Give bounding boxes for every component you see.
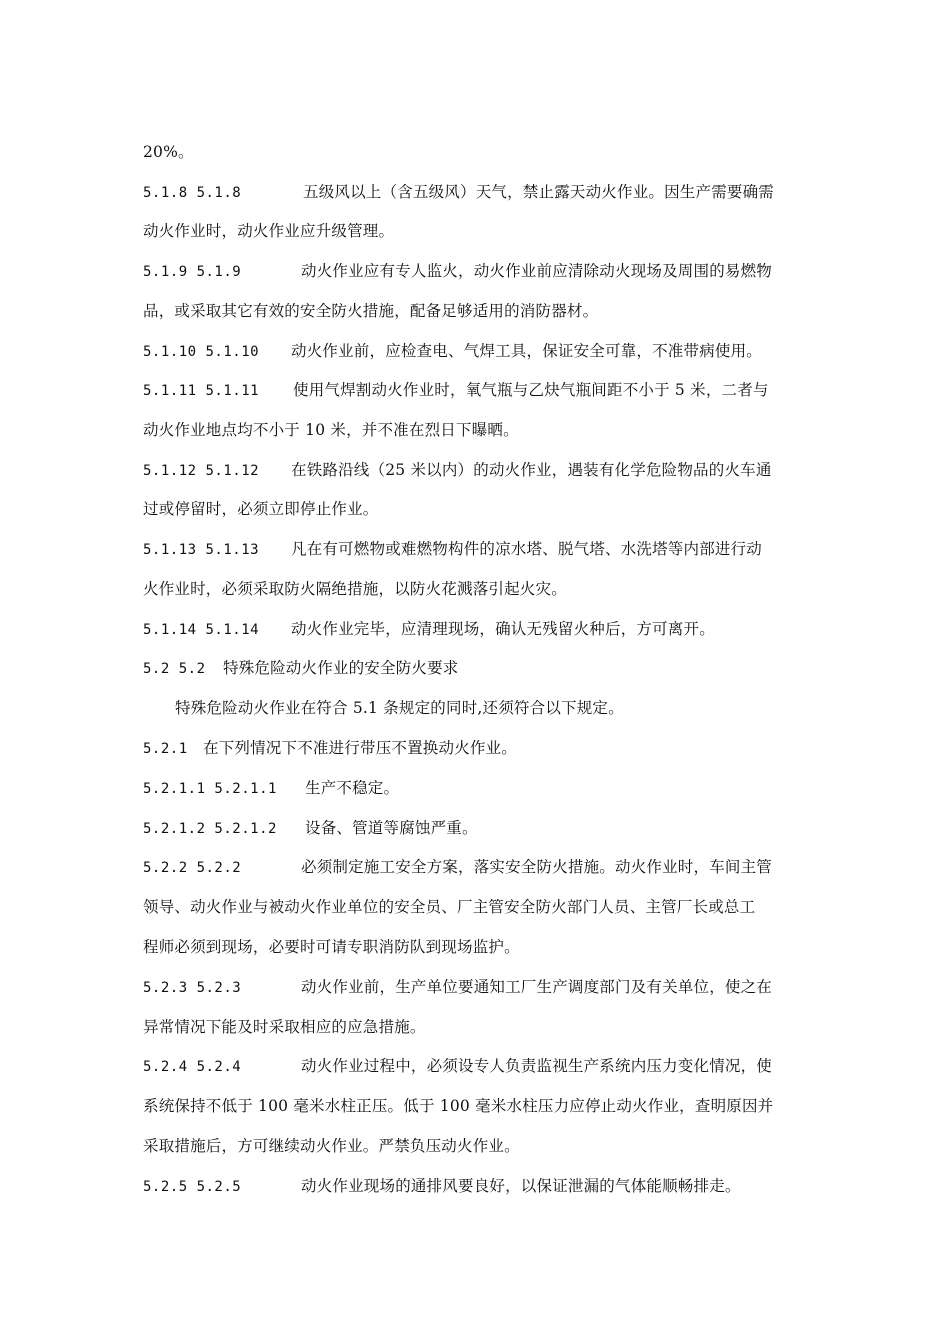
text-line: 异常情况下能及时采取相应的应急措施。 [143,1018,426,1036]
clause-number: 5.2.1 [143,741,188,757]
text-line: 系统保持不低于 100 毫米水柱正压。低于 100 毫米水柱压力应停止动火作业，查明原因并 [143,1097,774,1115]
clause-text: 在下列情况下不准进行带压不置换动火作业。 [203,739,518,757]
clause-5-2-1-2 [143,818,813,839]
clause-5-1-8 [143,182,813,203]
clause-5-1-9 [143,261,813,282]
clause-number: 5.1.9 5.1.9 [143,264,242,280]
clause-number: 5.2.4 5.2.4 [143,1059,242,1075]
clause-text: 凡在有可燃物或难燃物构件的凉水塔、脱气塔、水洗塔等内部进行动 [291,540,763,558]
clause-number: 5.2.2 5.2.2 [143,860,242,876]
clause-text: 动火作业前，生产单位要通知工厂生产调度部门及有关单位，使之在 [301,978,773,996]
text-line: 火作业时，必须采取防火隔绝措施，以防火花溅落引起火灾。 [143,580,567,598]
clause-text: 动火作业完毕，应清理现场，确认无残留火种后，方可离开。 [291,620,715,638]
clause-5-1-13 [143,539,813,560]
clause-text: 动火作业过程中，必须设专人负责监视生产系统内压力变化情况，使 [301,1057,773,1075]
clause-number: 5.1.14 5.1.14 [143,622,260,638]
clause-5-1-10 [143,341,813,362]
clause-text: 动火作业前，应检查电、气焊工具，保证安全可靠，不准带病使用。 [291,342,763,360]
clause-5-2-1-1 [143,778,813,799]
clause-number: 5.1.11 5.1.11 [143,383,260,399]
text-line: 程师必须到现场，必要时可请专职消防队到现场监护。 [143,938,520,956]
clause-text: 设备、管道等腐蚀严重。 [305,819,478,837]
clause-5-1-11 [143,380,813,401]
clause-text: 使用气焊割动火作业时，氧气瓶与乙炔气瓶间距不小于 5 米，二者与 [293,381,769,399]
clause-text: 五级风以上（含五级风）天气，禁止露天动火作业。因生产需要确需 [303,183,775,201]
text-line: 领导、动火作业与被动火作业单位的安全员、厂主管安全防火部门人员、主管厂长或总工 [143,898,756,916]
clause-number: 5.1.12 5.1.12 [143,463,260,479]
intro-paragraph: 特殊危险动火作业在符合 5.1 条规定的同时,还须符合以下规定。 [175,699,624,717]
clause-number: 5.2.1.2 5.2.1.2 [143,821,277,837]
clause-5-2-4 [143,1056,813,1077]
clause-5-1-12 [143,460,813,481]
clause-text: 动火作业现场的通排风要良好，以保证泄漏的气体能顺畅排走。 [301,1177,741,1195]
section-heading-5-2 [143,658,813,679]
text-line: 品，或采取其它有效的安全防火措施，配备足够适用的消防器材。 [143,302,599,320]
clause-text: 在铁路沿线（25 米以内）的动火作业，遇装有化学危险物品的火车通 [291,461,772,479]
text-line: 过或停留时，必须立即停止作业。 [143,500,379,518]
clause-text: 必须制定施工安全方案，落实安全防火措施。动火作业时，车间主管 [301,858,773,876]
clause-5-2-2 [143,857,813,878]
clause-number: 5.2.1.1 5.2.1.1 [143,781,277,797]
clause-number: 5.1.10 5.1.10 [143,344,260,360]
section-number: 5.2 5.2 [143,661,206,677]
clause-text: 生产不稳定。 [305,779,400,797]
clause-5-1-14 [143,619,813,640]
clause-5-2-1 [143,738,813,759]
clause-text: 动火作业应有专人监火，动火作业前应清除动火现场及周围的易燃物 [301,262,773,280]
clause-number: 5.2.3 5.2.3 [143,980,242,996]
text-line: 20%。 [143,143,194,161]
clause-5-2-5 [143,1176,813,1197]
section-title: 特殊危险动火作业的安全防火要求 [223,659,459,677]
clause-number: 5.2.5 5.2.5 [143,1179,242,1195]
clause-number: 5.1.8 5.1.8 [143,185,242,201]
text-line: 动火作业地点均不小于 10 米，并不准在烈日下曝晒。 [143,421,519,439]
clause-number: 5.1.13 5.1.13 [143,542,260,558]
text-line: 动火作业时，动火作业应升级管理。 [143,222,395,240]
clause-5-2-3 [143,977,813,998]
text-line: 采取措施后，方可继续动火作业。严禁负压动火作业。 [143,1137,520,1155]
